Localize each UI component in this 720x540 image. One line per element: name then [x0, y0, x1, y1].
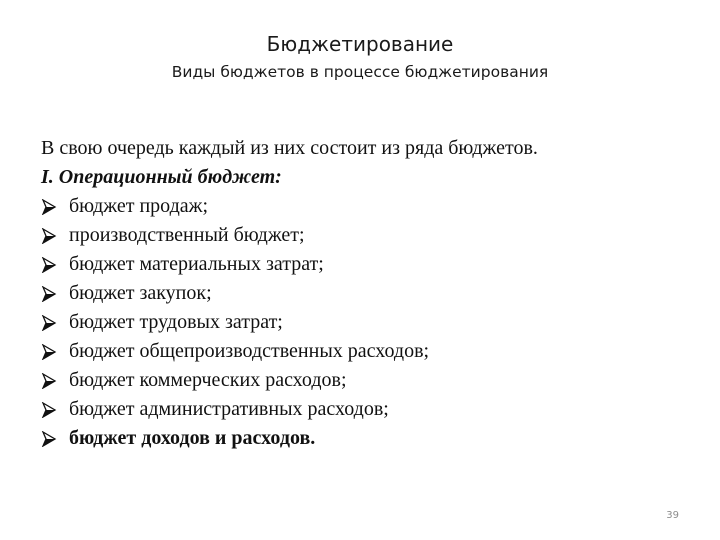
- bullet-text: бюджет общепроизводственных расходов;: [69, 340, 430, 362]
- arrowhead-bullet-icon: [41, 402, 57, 418]
- slide-body: [41, 134, 691, 453]
- arrowhead-bullet-icon: [41, 373, 57, 389]
- bullet-list: [41, 192, 691, 453]
- bullet-text: бюджет закупок;: [69, 282, 212, 304]
- intro-text: В свою очередь каждый из них состоит из ряда бюджетов.: [41, 137, 538, 159]
- bullet-item: [41, 308, 691, 337]
- arrowhead-bullet-icon: [41, 286, 57, 302]
- arrowhead-bullet-icon: [41, 315, 57, 331]
- bullet-item: [41, 250, 691, 279]
- slide-title: Бюджетирование: [266, 32, 454, 56]
- bullet-text: бюджет трудовых затрат;: [69, 311, 283, 333]
- section-heading: I. Операционный бюджет:: [41, 166, 282, 188]
- bullet-text: бюджет коммерческих расходов;: [69, 369, 347, 391]
- bullet-item: [41, 395, 691, 424]
- arrowhead-bullet-icon: [41, 257, 57, 273]
- bullet-item: [41, 337, 691, 366]
- bullet-item: [41, 366, 691, 395]
- slide-subtitle: Виды бюджетов в процессе бюджетирования: [171, 63, 549, 81]
- page-number: 39: [666, 510, 679, 521]
- arrowhead-bullet-icon: [41, 344, 57, 360]
- bullet-text: бюджет продаж;: [69, 195, 209, 217]
- bullet-text: бюджет материальных затрат;: [69, 253, 324, 275]
- bullet-item: [41, 424, 691, 453]
- arrowhead-bullet-icon: [41, 431, 57, 447]
- bullet-item: [41, 279, 691, 308]
- arrowhead-bullet-icon: [41, 199, 57, 215]
- bullet-text: бюджет административных расходов;: [69, 398, 389, 420]
- arrowhead-bullet-icon: [41, 228, 57, 244]
- bullet-item: [41, 192, 691, 221]
- bullet-text: бюджет доходов и расходов.: [69, 427, 316, 449]
- bullet-text: производственный бюджет;: [69, 224, 305, 246]
- bullet-item: [41, 221, 691, 250]
